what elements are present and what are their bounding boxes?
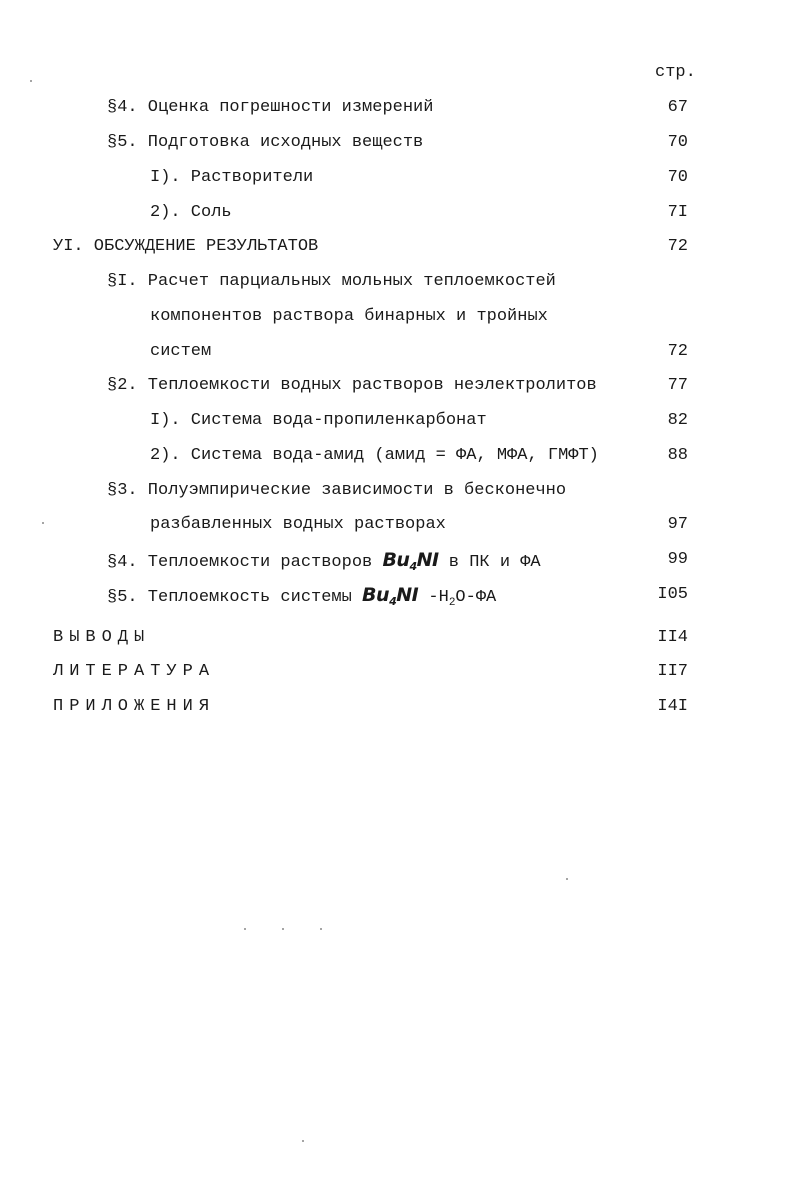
toc-entry-text: 2). Система вода-амид (амид = ФА, МФА, ГМФТ) [150, 446, 599, 465]
toc-entry-page: 99 [667, 550, 688, 569]
toc-entry-text [107, 585, 496, 608]
formula-mid: -H [418, 588, 449, 607]
page-column-label: стр. [655, 63, 696, 82]
handwritten-formula [382, 549, 438, 571]
toc-chapter-text: УI. ОБСУЖДЕНИЕ РЕЗУЛЬТАТОВ [53, 237, 319, 256]
toc-entry-page: 88 [667, 446, 688, 465]
formula-rest: NI [396, 584, 419, 606]
scan-speck [244, 928, 246, 930]
formula-main: Bu [362, 584, 390, 606]
toc-entry-page: II7 [657, 662, 688, 681]
toc-entry-page: 70 [667, 168, 688, 187]
toc-entry-text [107, 550, 541, 573]
handwritten-formula [362, 584, 418, 606]
scan-speck [30, 80, 32, 82]
toc-entry-page: 97 [667, 515, 688, 534]
formula-subscript: 4 [389, 595, 397, 608]
scan-speck [282, 928, 284, 930]
scan-speck [42, 522, 44, 524]
formula-subscript: 4 [409, 560, 417, 573]
toc-entry-text-continued: разбавленных водных растворах [150, 515, 446, 534]
scan-speck [566, 878, 568, 880]
toc-entry-page: 7I [667, 203, 688, 222]
toc-entry-text: §5. Подготовка исходных веществ [107, 133, 424, 152]
toc-entry-page: 72 [667, 342, 688, 361]
toc-entry-text-after: O-ФА [455, 588, 497, 607]
toc-entry-page: 72 [667, 237, 688, 256]
toc-entry-page: 67 [667, 98, 688, 117]
formula-subscript: 2 [448, 597, 456, 609]
toc-entry-text: §4. Оценка погрешности измерений [107, 98, 434, 117]
toc-entry-text: §3. Полуэмпирические зависимости в бесконечно [107, 481, 567, 500]
formula-rest: NI [416, 549, 439, 571]
toc-entry-page: 70 [667, 133, 688, 152]
toc-entry-page: II4 [657, 628, 688, 647]
toc-entry-text-before: §4. Теплоемкости растворов [107, 553, 373, 572]
toc-entry-text: I). Система вода-пропиленкарбонат [150, 411, 487, 430]
scan-speck [320, 928, 322, 930]
toc-entry-page: I05 [657, 585, 688, 604]
toc-entry-text-continued: компонентов раствора бинарных и тройных [150, 307, 548, 326]
scan-speck [302, 1140, 304, 1142]
toc-entry-text: §I. Расчет парциальных мольных теплоемкостей [107, 272, 556, 291]
toc-entry-page: 77 [667, 376, 688, 395]
toc-entry-text-after: в ПК и ФА [438, 553, 541, 572]
toc-entry-page: 82 [667, 411, 688, 430]
toc-entry-text: I). Растворители [150, 168, 314, 187]
toc-entry-text-continued: систем [150, 342, 212, 361]
toc-entry-text-before: §5. Теплоемкость системы [107, 588, 352, 607]
toc-entry-text: 2). Соль [150, 203, 232, 222]
toc-chapter-text: ПРИЛОЖЕНИЯ [53, 697, 216, 716]
toc-entry-page: I4I [657, 697, 688, 716]
toc-chapter-text: ЛИТЕРАТУРА [53, 662, 216, 681]
toc-entry-text: §2. Теплоемкости водных растворов неэлектролитов [107, 376, 597, 395]
toc-chapter-text: ВЫВОДЫ [53, 628, 151, 647]
formula-main: Bu [382, 549, 410, 571]
